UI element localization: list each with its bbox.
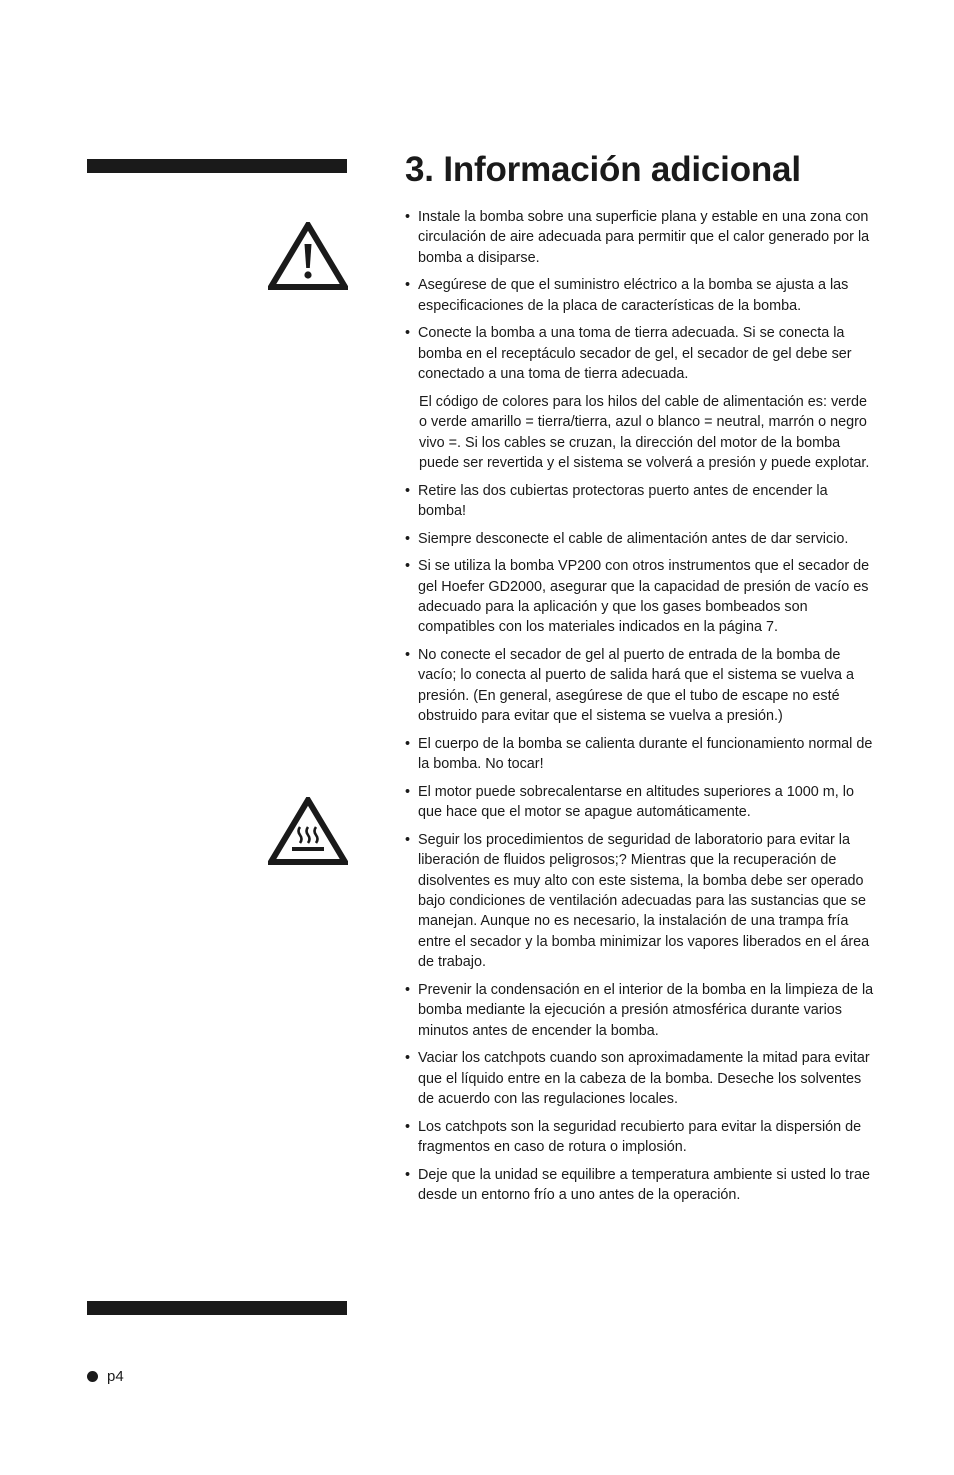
- list-item: • Seguir los procedimientos de seguridad de laboratorio para evitar la liberación de fluidos peligrosos;? Mientras que la recuperación de disolventes es muy alto con este sistema, la bomba debe ser operado bajo condiciones de ventilación adecuadas para las sustancias que se manejan. Aunque no es necesario, la instalación de una trampa fría entre el secador y la bomba minimizar los vapores liberados en el área de trabajo.: [405, 831, 870, 971]
- list-item: • Siempre desconecte el cable de alimentación antes de dar servicio.: [405, 530, 849, 547]
- list-item: • Asegúrese de que el suministro eléctrico a la bomba se ajusta a las especificaciones de la placa de características de la bomba.: [405, 277, 849, 314]
- list-item: • El cuerpo de la bomba se calienta durante el funcionamiento normal de la bomba. No tocar!: [405, 735, 873, 773]
- list-item: • Conecte la bomba a una toma de tierra adecuada. Si se conecta la bomba en el receptáculo secador de gel, el secador de gel debe ser conectado a una toma de tierra adecuada.: [405, 325, 852, 383]
- list-item: • Retire las dos cubiertas protectoras puerto antes de encender la bomba!: [405, 482, 828, 520]
- list-item: • No conecte el secador de gel al puerto de entrada de la bomba de vacío; lo conecta al puerto de salida hará que el sistema se vuelva a presión. (En general, asegúrese de que el tubo de escape no esté obstruido para evitar que el sistema se vuelva a presión.): [405, 647, 854, 725]
- list-item: • Prevenir la condensación en el interior de la bomba en la limpieza de la bomba mediante la ejecución a presión atmosférica durante varios minutos antes de encender la bomba.: [405, 981, 874, 1039]
- list-item: • Si se utiliza la bomba VP200 con otros instrumentos que el secador de gel Hoefer GD2000, asegurar que la capacidad de presión de vacío es adecuado para la aplicación y que los gases bombeados son compatibles con los materiales indicados en la página 7.: [405, 558, 870, 636]
- warning-triangle-icon: [268, 222, 348, 290]
- list-item: • El motor puede sobrecalentarse en altitudes superiores a 1000 m, lo que hace que el motor se apague automáticamente.: [405, 783, 854, 821]
- header-rule: [87, 159, 347, 173]
- list-item: • Vaciar los catchpots cuando son aproximadamente la mitad para evitar que el líquido entre en la cabeza de la bomba. Deseche los solventes de acuerdo con las regulaciones locales.: [405, 1050, 870, 1108]
- page-bullet-icon: [87, 1371, 98, 1382]
- page-title: 3. Información adicional: [405, 150, 801, 189]
- hot-surface-icon: [268, 797, 348, 865]
- list-item: • Deje que la unidad se equilibre a temperatura ambiente si usted lo trae desde un entorno frío a uno antes de la operación.: [405, 1166, 870, 1204]
- page-number: p4: [107, 1368, 124, 1385]
- color-code-note: El código de colores para los hilos del cable de alimentación es: verde o verde amarillo = tierra/tierra, azul o blanco = neutral, marrón o negro vivo =. Si los cables se cruzan, la dirección del motor de la bomba puede ser revertida y el sistema se volverá a presión y puede explotar.: [419, 393, 870, 472]
- page-footer: [87, 1368, 124, 1385]
- info-list: [405, 207, 875, 1213]
- list-item: • Los catchpots son la seguridad recubierto para evitar la dispersión de fragmentos en caso de rotura o implosión.: [405, 1118, 862, 1156]
- footer-rule: [87, 1301, 347, 1315]
- list-item: • Instale la bomba sobre una superficie plana y estable en una zona con circulación de aire adecuada para permitir que el calor generado por la bomba a disiparse.: [405, 209, 870, 266]
